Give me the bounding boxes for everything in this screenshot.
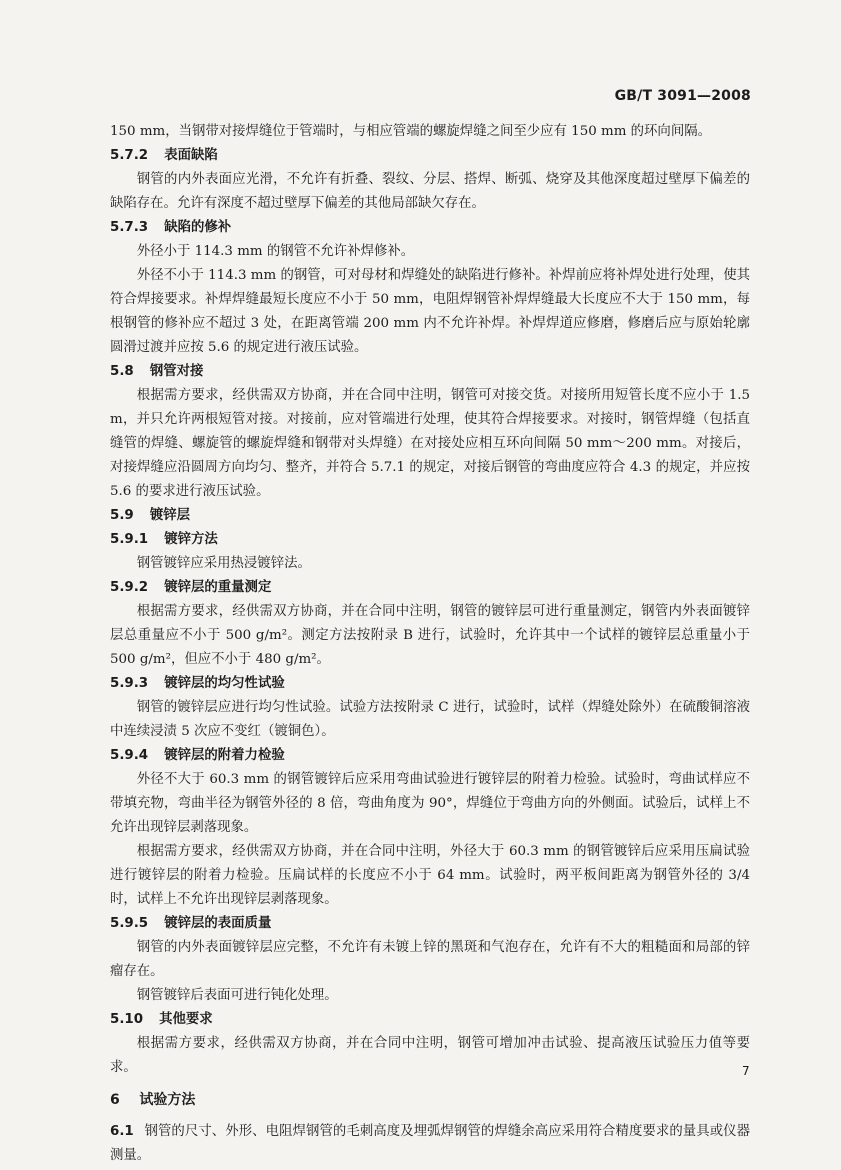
section-heading <box>110 144 750 168</box>
section-title: 其他要求 <box>159 1012 213 1027</box>
section-number: 5.9.5 <box>110 916 149 931</box>
paragraph: 根据需方要求，经供需双方协商，并在合同中注明，钢管可对接交货。对接所用短管长度不应小于 1.5 m，并只允许两根短管对接。对接前，应对管端进行处理，使其符合焊接要求。对接时，钢管焊缝（包括直缝管的焊缝、螺旋管的螺旋焊缝和钢带对头焊缝）在对接处应相互环向间隔 50 mm～200 mm。对接后，对接焊缝应沿圆周方向均匀、整齐，并符合 5.7.1 的规定，对接后钢管的弯曲度应符合 4.3 的规定，并应按 5.6 的要求进行液压试验。 <box>110 388 750 499</box>
paragraph: 根据需方要求，经供需双方协商，并在合同中注明，钢管可增加冲击试验、提高液压试验压力值等要求。 <box>110 1036 750 1075</box>
paragraph-text: 钢管的尺寸、外形、电阻焊钢管的毛刺高度及埋弧焊钢管的焊缝余高应采用符合精度要求的量具或仪器测量。 <box>110 1124 750 1163</box>
section-title: 缺陷的修补 <box>164 220 232 235</box>
paragraph: 钢管镀锌后表面可进行钝化处理。 <box>136 988 338 1003</box>
paragraph: 外径小于 114.3 mm 的钢管不允许补焊修补。 <box>136 244 415 259</box>
section-heading <box>110 744 750 768</box>
paragraph: 外径不小于 114.3 mm 的钢管，可对母材和焊缝处的缺陷进行修补。补焊前应将补焊处进行处理，使其符合焊接要求。补焊焊缝最短长度应不小于 50 mm，电阻焊钢管补焊焊缝最大长度应不大于 150 mm，每根钢管的修补应不超过 3 处，在距离管端 200 mm 内不允许补焊。补焊焊道应修磨，修磨后应与原始轮廓圆滑过渡并应按 5.6 的规定进行液压试验。 <box>110 268 750 355</box>
section-heading <box>110 360 750 384</box>
section-number: 5.9.2 <box>110 580 149 595</box>
section-title: 镀锌层的附着力检验 <box>164 748 285 763</box>
section-number: 5.9.1 <box>110 532 149 547</box>
document-body <box>110 120 750 1168</box>
section-heading <box>110 504 750 528</box>
section-number: 5.9 <box>110 508 134 523</box>
section-heading <box>110 1008 750 1032</box>
paragraph: 钢管的内外表面镀锌层应完整，不允许有未镀上锌的黑斑和气泡存在，允许有不大的粗糙面和局部的锌瘤存在。 <box>110 940 750 979</box>
section-heading <box>110 672 750 696</box>
section-heading <box>110 576 750 600</box>
paragraph: 根据需方要求，经供需双方协商，并在合同中注明，外径大于 60.3 mm 的钢管镀锌后应采用压扁试验进行镀锌层的附着力检验。压扁试样的长度应不小于 64 mm。试验时，两平板间距离为钢管外径的 3/4 时，试样上不允许出现锌层剥落现象。 <box>110 844 750 907</box>
section-number: 6.1 <box>110 1124 134 1139</box>
section-number: 5.7.3 <box>110 220 149 235</box>
paragraph: 钢管的镀锌层应进行均匀性试验。试验方法按附录 C 进行，试验时，试样（焊缝处除外）在硫酸铜溶液中连续浸渍 5 次应不变红（镀铜色）。 <box>110 700 750 739</box>
section-number: 6 <box>110 1092 120 1108</box>
numbered-paragraph <box>110 1120 750 1168</box>
section-title: 表面缺陷 <box>164 148 218 163</box>
section-heading <box>110 528 750 552</box>
chapter-heading <box>110 1088 750 1112</box>
section-title: 钢管对接 <box>149 364 204 379</box>
section-heading <box>110 912 750 936</box>
section-heading <box>110 216 750 240</box>
page-number: 7 <box>742 1064 750 1078</box>
section-number: 5.9.4 <box>110 748 149 763</box>
section-title: 镀锌层的表面质量 <box>164 916 272 931</box>
section-number: 5.7.2 <box>110 148 149 163</box>
section-title: 试验方法 <box>139 1092 196 1108</box>
paragraph: 根据需方要求，经供需双方协商，并在合同中注明，钢管的镀锌层可进行重量测定，钢管内外表面镀锌层总重量应不小于 500 g/m²。测定方法按附录 B 进行，试验时，允许其中一个试样的镀锌层总重量小于 500 g/m²，但应不小于 480 g/m²。 <box>110 604 750 667</box>
section-title: 镀锌层的重量测定 <box>164 580 272 595</box>
paragraph: 钢管镀锌应采用热浸镀锌法。 <box>136 556 311 571</box>
section-number: 5.10 <box>110 1012 144 1027</box>
section-title: 镀锌层的均匀性试验 <box>164 676 285 691</box>
section-title: 镀锌方法 <box>164 532 218 547</box>
section-number: 5.8 <box>110 364 134 379</box>
paragraph: 外径不大于 60.3 mm 的钢管镀锌后应采用弯曲试验进行镀锌层的附着力检验。试验时，弯曲试样应不带填充物，弯曲半径为钢管外径的 8 倍，弯曲角度为 90°，焊缝位于弯曲方向的外侧面。试验后，试样上不允许出现锌层剥落现象。 <box>110 772 750 835</box>
paragraph: 钢管的内外表面应光滑，不允许有折叠、裂纹、分层、搭焊、断弧、烧穿及其他深度超过壁厚下偏差的缺陷存在。允许有深度不超过壁厚下偏差的其他局部缺欠存在。 <box>110 172 750 211</box>
section-number: 5.9.3 <box>110 676 149 691</box>
paragraph: 150 mm，当钢带对接焊缝位于管端时，与相应管端的螺旋焊缝之间至少应有 150 mm 的环向间隔。 <box>110 124 711 139</box>
standard-number: GB/T 3091—2008 <box>614 88 751 104</box>
section-title: 镀锌层 <box>149 508 190 523</box>
